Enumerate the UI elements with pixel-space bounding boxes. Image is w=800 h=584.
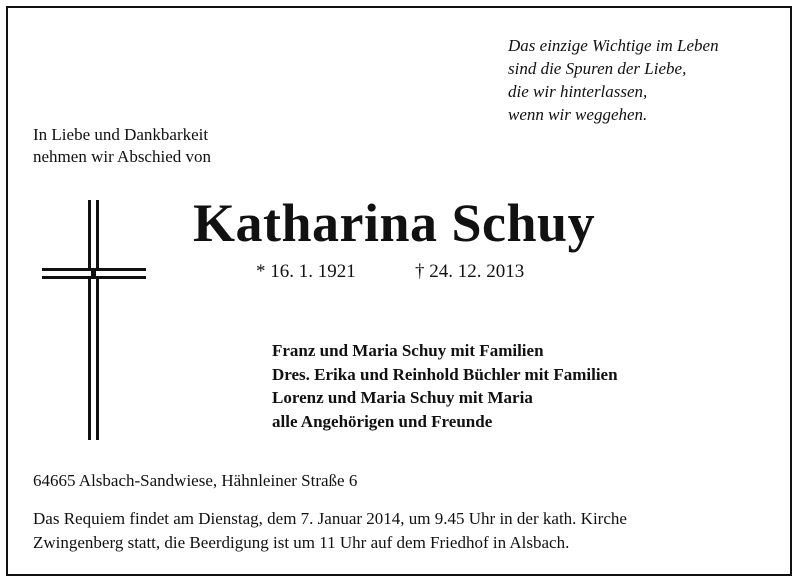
intro-line: In Liebe und Dankbarkeit xyxy=(33,125,209,144)
funeral-notice xyxy=(33,507,627,555)
mourners-list xyxy=(272,339,618,433)
notice-line: Zwingenberg statt, die Beerdigung ist um 11 Uhr auf dem Friedhof in Alsbach. xyxy=(33,533,570,552)
cross-icon xyxy=(42,200,146,440)
poem-line: die wir hinterlassen, xyxy=(508,82,648,101)
poem-line: Das einzige Wichtige im Leben xyxy=(508,36,719,55)
death-date: † 24. 12. 2013 xyxy=(415,261,525,282)
intro-line: nehmen wir Abschied von xyxy=(33,147,211,166)
deceased-name: Katharina Schuy xyxy=(193,193,596,253)
birth-date: * 16. 1. 1921 xyxy=(256,261,356,282)
notice-line: Das Requiem findet am Dienstag, dem 7. Januar 2014, um 9.45 Uhr in der kath. Kirche xyxy=(33,509,627,528)
poem-line: wenn wir weggehen. xyxy=(508,105,648,124)
intro-text xyxy=(33,124,211,168)
address: 64665 Alsbach-Sandwiese, Hähnleiner Straße 6 xyxy=(33,471,358,490)
poem-line: sind die Spuren der Liebe, xyxy=(508,59,687,78)
mourner-line: Franz und Maria Schuy mit Familien xyxy=(272,341,544,360)
mourner-line: Dres. Erika und Reinhold Büchler mit Familien xyxy=(272,364,618,384)
mourner-line: Lorenz und Maria Schuy mit Maria xyxy=(272,388,533,407)
poem-quote xyxy=(508,34,719,126)
mourner-line: alle Angehörigen und Freunde xyxy=(272,411,493,431)
